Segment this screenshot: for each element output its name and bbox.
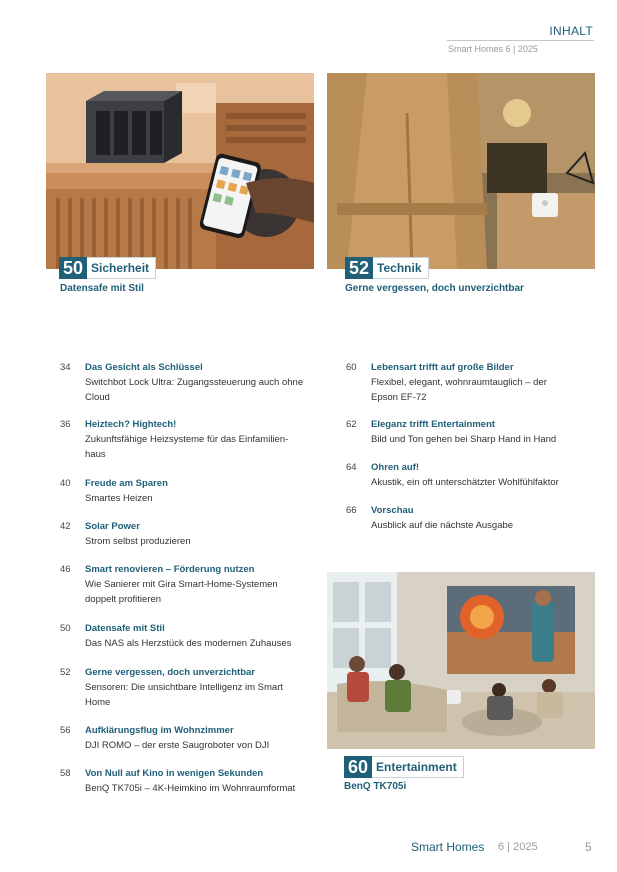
toc-desc: DJI ROMO – der erste Saugroboter von DJI	[85, 740, 270, 751]
sensor-photo	[327, 73, 595, 269]
toc-title: Smart renovieren – Förderung nutzen	[85, 564, 255, 575]
toc-desc: Sensoren: Die unsichtbare Intelligenz im Smart Home	[85, 682, 284, 708]
toc-title: Aufklärungsflug im Wohnzimmer	[85, 725, 234, 736]
toc-entry[interactable]	[60, 766, 315, 796]
feature-number: 52	[345, 257, 373, 279]
toc-entry[interactable]	[60, 621, 315, 651]
feature-tag-entertainment	[344, 756, 464, 778]
toc-page: 56	[60, 725, 71, 736]
toc-entry[interactable]	[60, 519, 315, 549]
feature-tag-sicherheit	[59, 257, 156, 279]
feature-category: Sicherheit	[91, 261, 150, 275]
issue-label: Smart Homes 6 | 2025	[448, 44, 538, 54]
feature-subtitle[interactable]: Gerne vergessen, doch unverzichtbar	[345, 283, 524, 294]
feature-subtitle[interactable]: Datensafe mit Stil	[60, 283, 144, 294]
toc-page: 66	[346, 505, 357, 516]
toc-page: 42	[60, 521, 71, 532]
toc-entry[interactable]	[60, 417, 315, 462]
toc-title: Von Null auf Kino in wenigen Sekunden	[85, 768, 264, 779]
toc-page: 58	[60, 768, 71, 779]
toc-entry[interactable]	[346, 417, 596, 447]
toc-page: 36	[60, 419, 71, 430]
toc-page: 34	[60, 362, 71, 373]
toc-title: Vorschau	[371, 505, 414, 516]
toc-title: Freude am Sparen	[85, 478, 168, 489]
toc-desc: Das NAS als Herzstück des modernen Zuhauses	[85, 638, 292, 649]
toc-entry[interactable]	[60, 723, 315, 753]
toc-entry[interactable]	[60, 562, 315, 607]
toc-desc: Ausblick auf die nächste Ausgabe	[371, 520, 514, 531]
toc-desc: Wie Sanierer mit Gira Smart-Home-Systemen doppelt profitieren	[85, 579, 278, 605]
toc-page: 46	[60, 564, 71, 575]
toc-page: 62	[346, 419, 357, 430]
toc-page: 50	[60, 623, 71, 634]
page-number: 5	[585, 840, 592, 854]
toc-title: Datensafe mit Stil	[85, 623, 165, 634]
section-label: INHALT	[549, 24, 593, 38]
feature-category: Technik	[377, 261, 422, 275]
toc-desc: Akustik, ein oft unterschätzter Wohlfühlfaktor	[371, 477, 559, 488]
header-rule	[447, 40, 594, 41]
toc-title: Gerne vergessen, doch unverzichtbar	[85, 667, 256, 678]
toc-page: 64	[346, 462, 357, 473]
toc-desc: Bild und Ton gehen bei Sharp Hand in Hand	[371, 434, 557, 445]
toc-entry[interactable]	[346, 360, 596, 405]
toc-title: Eleganz trifft Entertainment	[371, 419, 496, 430]
toc-title: Heiztech? Hightech!	[85, 419, 177, 430]
toc-desc: Strom selbst produzieren	[85, 536, 191, 547]
magazine-title: Smart Homes	[411, 840, 485, 854]
toc-page: 40	[60, 478, 71, 489]
toc-desc: Smartes Heizen	[85, 493, 153, 504]
nas-photo	[46, 73, 314, 269]
toc-desc: Zukunftsfähige Heizsysteme für das Einfamilien-haus	[85, 434, 289, 460]
feature-tag-technik	[345, 257, 429, 279]
feature-subtitle[interactable]: BenQ TK705i	[344, 781, 407, 792]
toc-title: Ohren auf!	[371, 462, 420, 473]
toc-entry[interactable]	[346, 503, 596, 533]
toc-title: Solar Power	[85, 521, 140, 532]
toc-entry[interactable]	[346, 460, 596, 490]
toc-desc: Switchbot Lock Ultra: Zugangssteuerung auch ohne Cloud	[85, 377, 304, 403]
toc-page: 52	[60, 667, 71, 678]
projector-photo	[327, 572, 595, 749]
toc-desc: Flexibel, elegant, wohnraumtauglich – der Epson EF-72	[371, 377, 547, 403]
feature-number: 60	[344, 756, 372, 778]
feature-category: Entertainment	[376, 760, 457, 774]
feature-number: 50	[59, 257, 87, 279]
footer-issue: 6 | 2025	[498, 841, 538, 853]
toc-desc: BenQ TK705i – 4K-Heimkino im Wohnraumformat	[85, 783, 296, 794]
toc-entry[interactable]	[60, 360, 315, 405]
toc-title: Das Gesicht als Schlüssel	[85, 362, 203, 373]
toc-entry[interactable]	[60, 476, 315, 506]
toc-entry[interactable]	[60, 665, 315, 710]
toc-page: 60	[346, 362, 357, 373]
toc-title: Lebensart trifft auf große Bilder	[371, 362, 514, 373]
